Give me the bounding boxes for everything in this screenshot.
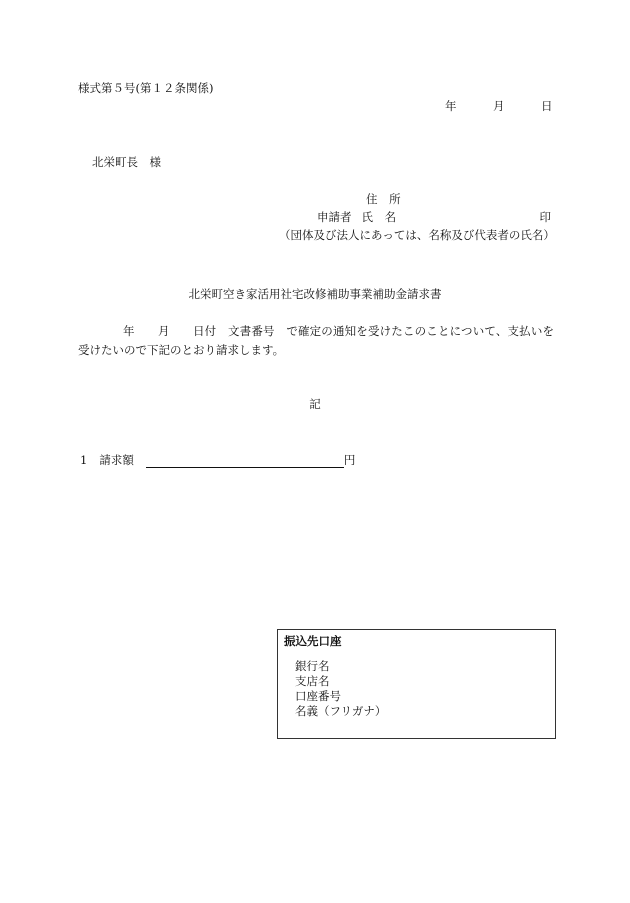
- bank-account-box: [277, 629, 556, 739]
- item-number: 1: [80, 453, 88, 467]
- record-label: 記: [309, 397, 321, 411]
- applicant-name-row: [317, 211, 551, 225]
- bank-account-heading: 振込先口座: [284, 634, 342, 648]
- request-amount-blank: [146, 455, 344, 468]
- currency-unit: 円: [343, 453, 356, 467]
- bank-account-fields: [295, 659, 386, 719]
- applicant-role-label: 申請者: [317, 210, 352, 224]
- request-body-text: 年 月 日付 文書番号 で確定の通知を受けたこのことについて、支払いを受けたいので下記のとおり請求します。: [78, 324, 554, 357]
- date-line: [445, 100, 553, 114]
- applicant-note: （団体及び法人にあっては、名称及び代表者の氏名）: [279, 228, 555, 242]
- applicant-address-label: 住 所: [366, 192, 405, 206]
- account-number-label: 口座番号: [295, 689, 341, 703]
- account-holder-label: 名義（フリガナ）: [295, 704, 387, 718]
- request-amount-row: [80, 454, 355, 468]
- date-month-label: 月: [493, 99, 505, 113]
- branch-name-label: 支店名: [295, 674, 330, 688]
- applicant-name-label: 氏 名: [361, 210, 401, 224]
- seal-mark: 印: [539, 210, 551, 224]
- bank-name-label: 銀行名: [295, 659, 330, 673]
- date-day-label: 日: [541, 99, 553, 113]
- request-amount-label: 請求額: [99, 453, 134, 467]
- addressee: 北栄町長 様: [92, 155, 161, 169]
- form-number: 様式第５号(第１２条関係): [78, 81, 214, 95]
- document-title: 北栄町空き家活用社宅改修補助事業補助金請求書: [188, 287, 442, 301]
- date-year-label: 年: [445, 99, 457, 113]
